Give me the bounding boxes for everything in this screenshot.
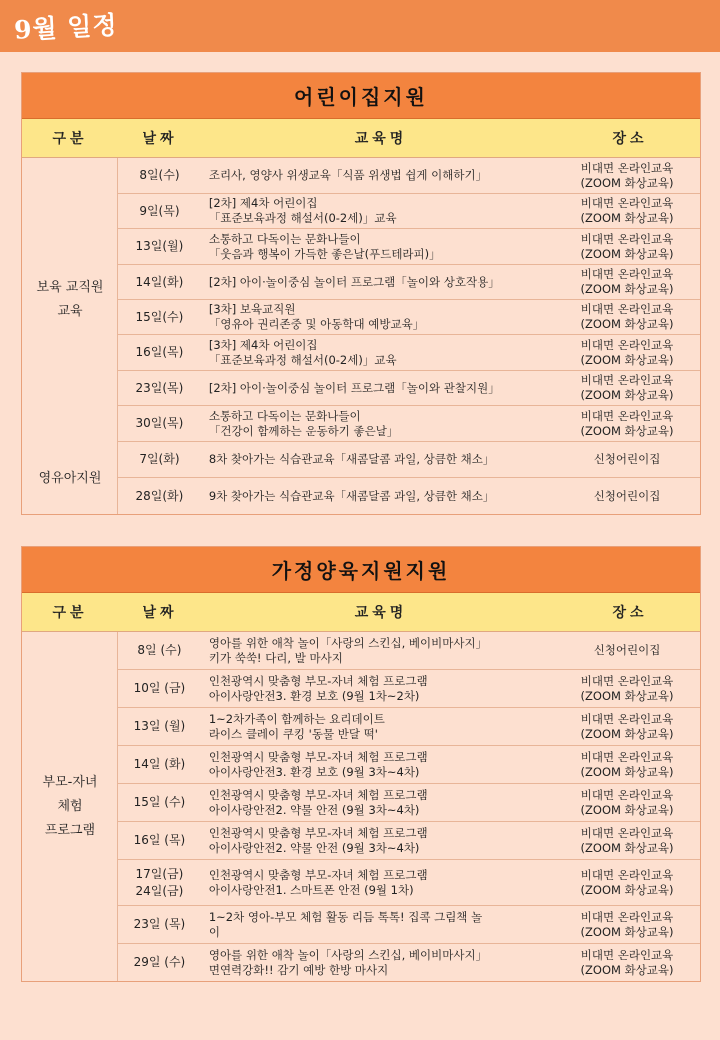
header-date: 날짜 <box>142 605 178 621</box>
row-date: 16일(목) <box>135 345 184 359</box>
table-row <box>118 265 700 300</box>
place-line: (ZOOM 화상교육) <box>580 211 674 225</box>
table-body <box>22 158 700 514</box>
place-line: (ZOOM 화상교육) <box>580 726 674 741</box>
row-place <box>554 229 700 264</box>
row-place <box>554 194 700 228</box>
place-line: 비대면 온라인교육 <box>580 196 674 210</box>
title-line: 라이스 클레이 쿠킹 '동물 반달 떡' <box>208 726 378 741</box>
column-header <box>22 119 700 158</box>
title-line: 아이사랑안전3. 환경 보호 (9월 3차~4차) <box>208 764 420 779</box>
title-line: 키가 쑥쑥! 다리, 발 마사지 <box>208 650 343 665</box>
row-title <box>201 670 554 707</box>
row-place <box>554 708 700 745</box>
row-date: 14일 (화) <box>133 757 186 771</box>
place-line: (ZOOM 화상교육) <box>580 688 674 703</box>
title-line: [2차] 아이·놀이중심 놀이터 프로그램「놀이와 상호작용」 <box>208 274 500 289</box>
table-row <box>118 906 700 944</box>
row-place <box>554 944 700 981</box>
section-home-parenting-support <box>21 546 701 982</box>
place-line: 비대면 온라인교육 <box>580 867 674 882</box>
row-date: 17일(금) 24일(금) <box>135 866 184 898</box>
row-title <box>201 632 554 669</box>
row-place <box>554 442 700 477</box>
place-line: (ZOOM 화상교육) <box>580 423 674 438</box>
title-line: 인천광역시 맞춤형 부모-자녀 체험 프로그램 <box>208 673 428 688</box>
place-line: (ZOOM 화상교육) <box>580 388 674 402</box>
header-title: 교육명 <box>354 605 408 621</box>
table-row <box>118 300 700 335</box>
column-header <box>22 593 700 632</box>
row-date: 7일(화) <box>139 452 180 466</box>
place-line: 비대면 온라인교육 <box>580 749 674 764</box>
row-date: 23일(목) <box>135 380 184 395</box>
title-line: 조리사, 영양사 위생교육「식품 위생법 쉽게 이해하기」 <box>208 168 488 182</box>
section-title: 어린이집지원 <box>22 73 700 119</box>
row-title <box>201 822 554 859</box>
row-place <box>554 300 700 334</box>
title-line: 아이사랑안전1. 스마트폰 안전 (9월 1차) <box>208 882 414 897</box>
table-row <box>118 406 700 442</box>
table-row <box>118 670 700 708</box>
place-line: 비대면 온라인교육 <box>580 947 674 962</box>
place-line: (ZOOM 화상교육) <box>580 962 674 977</box>
row-date: 13일 (월) <box>133 719 186 733</box>
table-body <box>22 632 700 981</box>
row-title <box>201 335 554 370</box>
title-line: 인천광역시 맞춤형 부모-자녀 체험 프로그램 <box>208 867 428 882</box>
row-date: 28일(화) <box>135 488 184 503</box>
row-title <box>201 478 554 514</box>
table-row <box>118 944 700 981</box>
row-place <box>554 406 700 441</box>
category-label: 보육 교직원 교육 <box>36 280 104 319</box>
place-line: 비대면 온라인교육 <box>580 373 674 387</box>
row-date: 14일(화) <box>135 274 184 289</box>
title-line: 1~2차가족이 함께하는 요리데이트 <box>208 711 385 726</box>
title-line: [3차] 보육교직원 <box>208 302 296 316</box>
place-line: (ZOOM 화상교육) <box>580 317 674 331</box>
table-row <box>118 784 700 822</box>
place-line: (ZOOM 화상교육) <box>580 882 674 897</box>
title-line: 「건강이 함께하는 운동하기 좋은날」 <box>208 423 399 438</box>
table-row <box>118 335 700 371</box>
row-title <box>201 944 554 981</box>
place-line: (ZOOM 화상교육) <box>580 175 674 190</box>
header-category: 구분 <box>52 605 88 621</box>
page-title: 9월 일정 <box>13 10 119 45</box>
title-line: 「영유아 권리존중 및 아동학대 예방교육」 <box>208 317 425 331</box>
place-line: 비대면 온라인교육 <box>580 337 674 352</box>
table-row <box>118 708 700 746</box>
table-row <box>118 822 700 860</box>
header-bar <box>0 0 720 52</box>
section-daycare-support <box>21 72 701 515</box>
row-date: 16일 (목) <box>133 833 186 847</box>
category-label: 영유아지원 <box>38 470 102 486</box>
row-place <box>554 371 700 405</box>
title-line: [3차] 제4차 어린이집 <box>208 337 318 352</box>
row-title <box>201 860 554 905</box>
row-place <box>554 158 700 193</box>
title-line: 영아를 위한 애착 놀이「사랑의 스킨십, 베이비마사지」 <box>208 947 488 962</box>
place-line: 신청어린이집 <box>593 452 661 466</box>
row-place <box>554 860 700 905</box>
place-line: 비대면 온라인교육 <box>580 909 674 924</box>
place-line: 비대면 온라인교육 <box>580 408 674 423</box>
row-date: 15일 (수) <box>133 795 186 809</box>
row-date: 29일 (수) <box>133 955 186 969</box>
table-row <box>118 194 700 229</box>
row-date: 13일(월) <box>135 239 184 253</box>
row-title <box>201 906 554 943</box>
table-row <box>118 746 700 784</box>
table-row <box>118 860 700 906</box>
header-place: 장소 <box>612 605 648 621</box>
title-line: 9차 찾아가는 식습관교육「새콤달콤 과일, 상큼한 채소」 <box>208 488 495 503</box>
place-line: (ZOOM 화상교육) <box>580 840 674 855</box>
row-place <box>554 906 700 943</box>
place-line: 비대면 온라인교육 <box>580 160 674 175</box>
row-title <box>201 784 554 821</box>
place-line: (ZOOM 화상교육) <box>580 282 674 296</box>
place-line: 비대면 온라인교육 <box>580 673 674 688</box>
row-date: 9일(목) <box>139 203 180 218</box>
place-line: (ZOOM 화상교육) <box>580 246 674 261</box>
table-row <box>118 442 700 478</box>
row-title <box>201 406 554 441</box>
row-date: 23일 (목) <box>133 917 186 931</box>
category-column <box>22 158 118 514</box>
title-line: 인천광역시 맞춤형 부모-자녀 체험 프로그램 <box>208 749 428 764</box>
title-line: 아이사랑안전3. 환경 보호 (9월 1차~2차) <box>208 688 420 703</box>
header-date: 날짜 <box>142 131 178 147</box>
table-row <box>118 371 700 406</box>
title-line: 「표준보육과정 해설서(0-2세)」교육 <box>208 352 397 367</box>
place-line: (ZOOM 화상교육) <box>580 924 674 939</box>
row-date: 30일(목) <box>135 416 184 430</box>
title-line: 영아를 위한 애착 놀이「사랑의 스킨십, 베이비마사지」 <box>208 635 488 650</box>
title-line: [2차] 제4차 어린이집 <box>208 196 318 210</box>
rows <box>118 632 700 981</box>
row-place <box>554 784 700 821</box>
place-line: 비대면 온라인교육 <box>580 787 674 802</box>
place-line: 비대면 온라인교육 <box>580 711 674 726</box>
place-line: 비대면 온라인교육 <box>580 302 674 316</box>
title-line: 아이사랑안전2. 약물 안전 (9월 3차~4차) <box>208 840 420 855</box>
row-title <box>201 442 554 477</box>
title-line: 8차 찾아가는 식습관교육「새콤달콤 과일, 상큼한 채소」 <box>208 452 495 466</box>
row-place <box>554 746 700 783</box>
section-title: 가정양육지원지원 <box>22 547 700 593</box>
place-line: (ZOOM 화상교육) <box>580 352 674 367</box>
row-date: 15일(수) <box>135 309 184 324</box>
title-line: 면연력강화!! 감기 예방 한방 마사지 <box>208 962 389 977</box>
row-place <box>554 478 700 514</box>
place-line: (ZOOM 화상교육) <box>580 764 674 779</box>
header-title: 교육명 <box>354 131 408 147</box>
header-place: 장소 <box>612 131 648 147</box>
row-title <box>201 194 554 228</box>
place-line: 비대면 온라인교육 <box>580 825 674 840</box>
row-title <box>201 229 554 264</box>
place-line: 신청어린이집 <box>593 643 661 657</box>
row-title <box>201 371 554 405</box>
title-line: 소통하고 다독이는 문화나들이 <box>208 408 361 423</box>
row-title <box>201 708 554 745</box>
title-line: 소통하고 다독이는 문화나들이 <box>208 231 361 246</box>
header-category: 구분 <box>52 131 88 147</box>
row-place <box>554 632 700 669</box>
row-date: 8일 (수) <box>137 643 182 657</box>
title-line: 「표준보육과정 해설서(0-2세)」교육 <box>208 211 397 225</box>
place-line: 비대면 온라인교육 <box>580 231 674 246</box>
place-line: (ZOOM 화상교육) <box>580 802 674 817</box>
row-title <box>201 158 554 193</box>
title-line: [2차] 아이·놀이중심 놀이터 프로그램「놀이와 관찰지원」 <box>208 380 500 395</box>
row-title <box>201 746 554 783</box>
row-date: 8일(수) <box>139 168 180 182</box>
row-place <box>554 670 700 707</box>
table-row <box>118 229 700 265</box>
row-place <box>554 265 700 299</box>
rows <box>118 158 700 514</box>
place-line: 신청어린이집 <box>593 488 661 503</box>
title-line: 인천광역시 맞춤형 부모-자녀 체험 프로그램 <box>208 825 428 840</box>
row-title <box>201 265 554 299</box>
title-line: 이 <box>208 924 220 939</box>
title-line: 「웃음과 행복이 가득한 좋은날(푸드테라피)」 <box>208 246 441 261</box>
row-date: 10일 (금) <box>133 681 186 695</box>
row-place <box>554 335 700 370</box>
category-label: 부모-자녀 체험 프로그램 <box>42 775 98 838</box>
title-line: 1~2차 영아-부모 체험 활동 리듬 톡톡! 집콕 그림책 놀 <box>208 909 483 924</box>
row-place <box>554 822 700 859</box>
table-row <box>118 158 700 194</box>
table-row <box>118 632 700 670</box>
title-line: 인천광역시 맞춤형 부모-자녀 체험 프로그램 <box>208 787 428 802</box>
row-title <box>201 300 554 334</box>
place-line: 비대면 온라인교육 <box>580 267 674 281</box>
category-column <box>22 632 118 981</box>
title-line: 아이사랑안전2. 약물 안전 (9월 3차~4차) <box>208 802 420 817</box>
table-row <box>118 478 700 514</box>
